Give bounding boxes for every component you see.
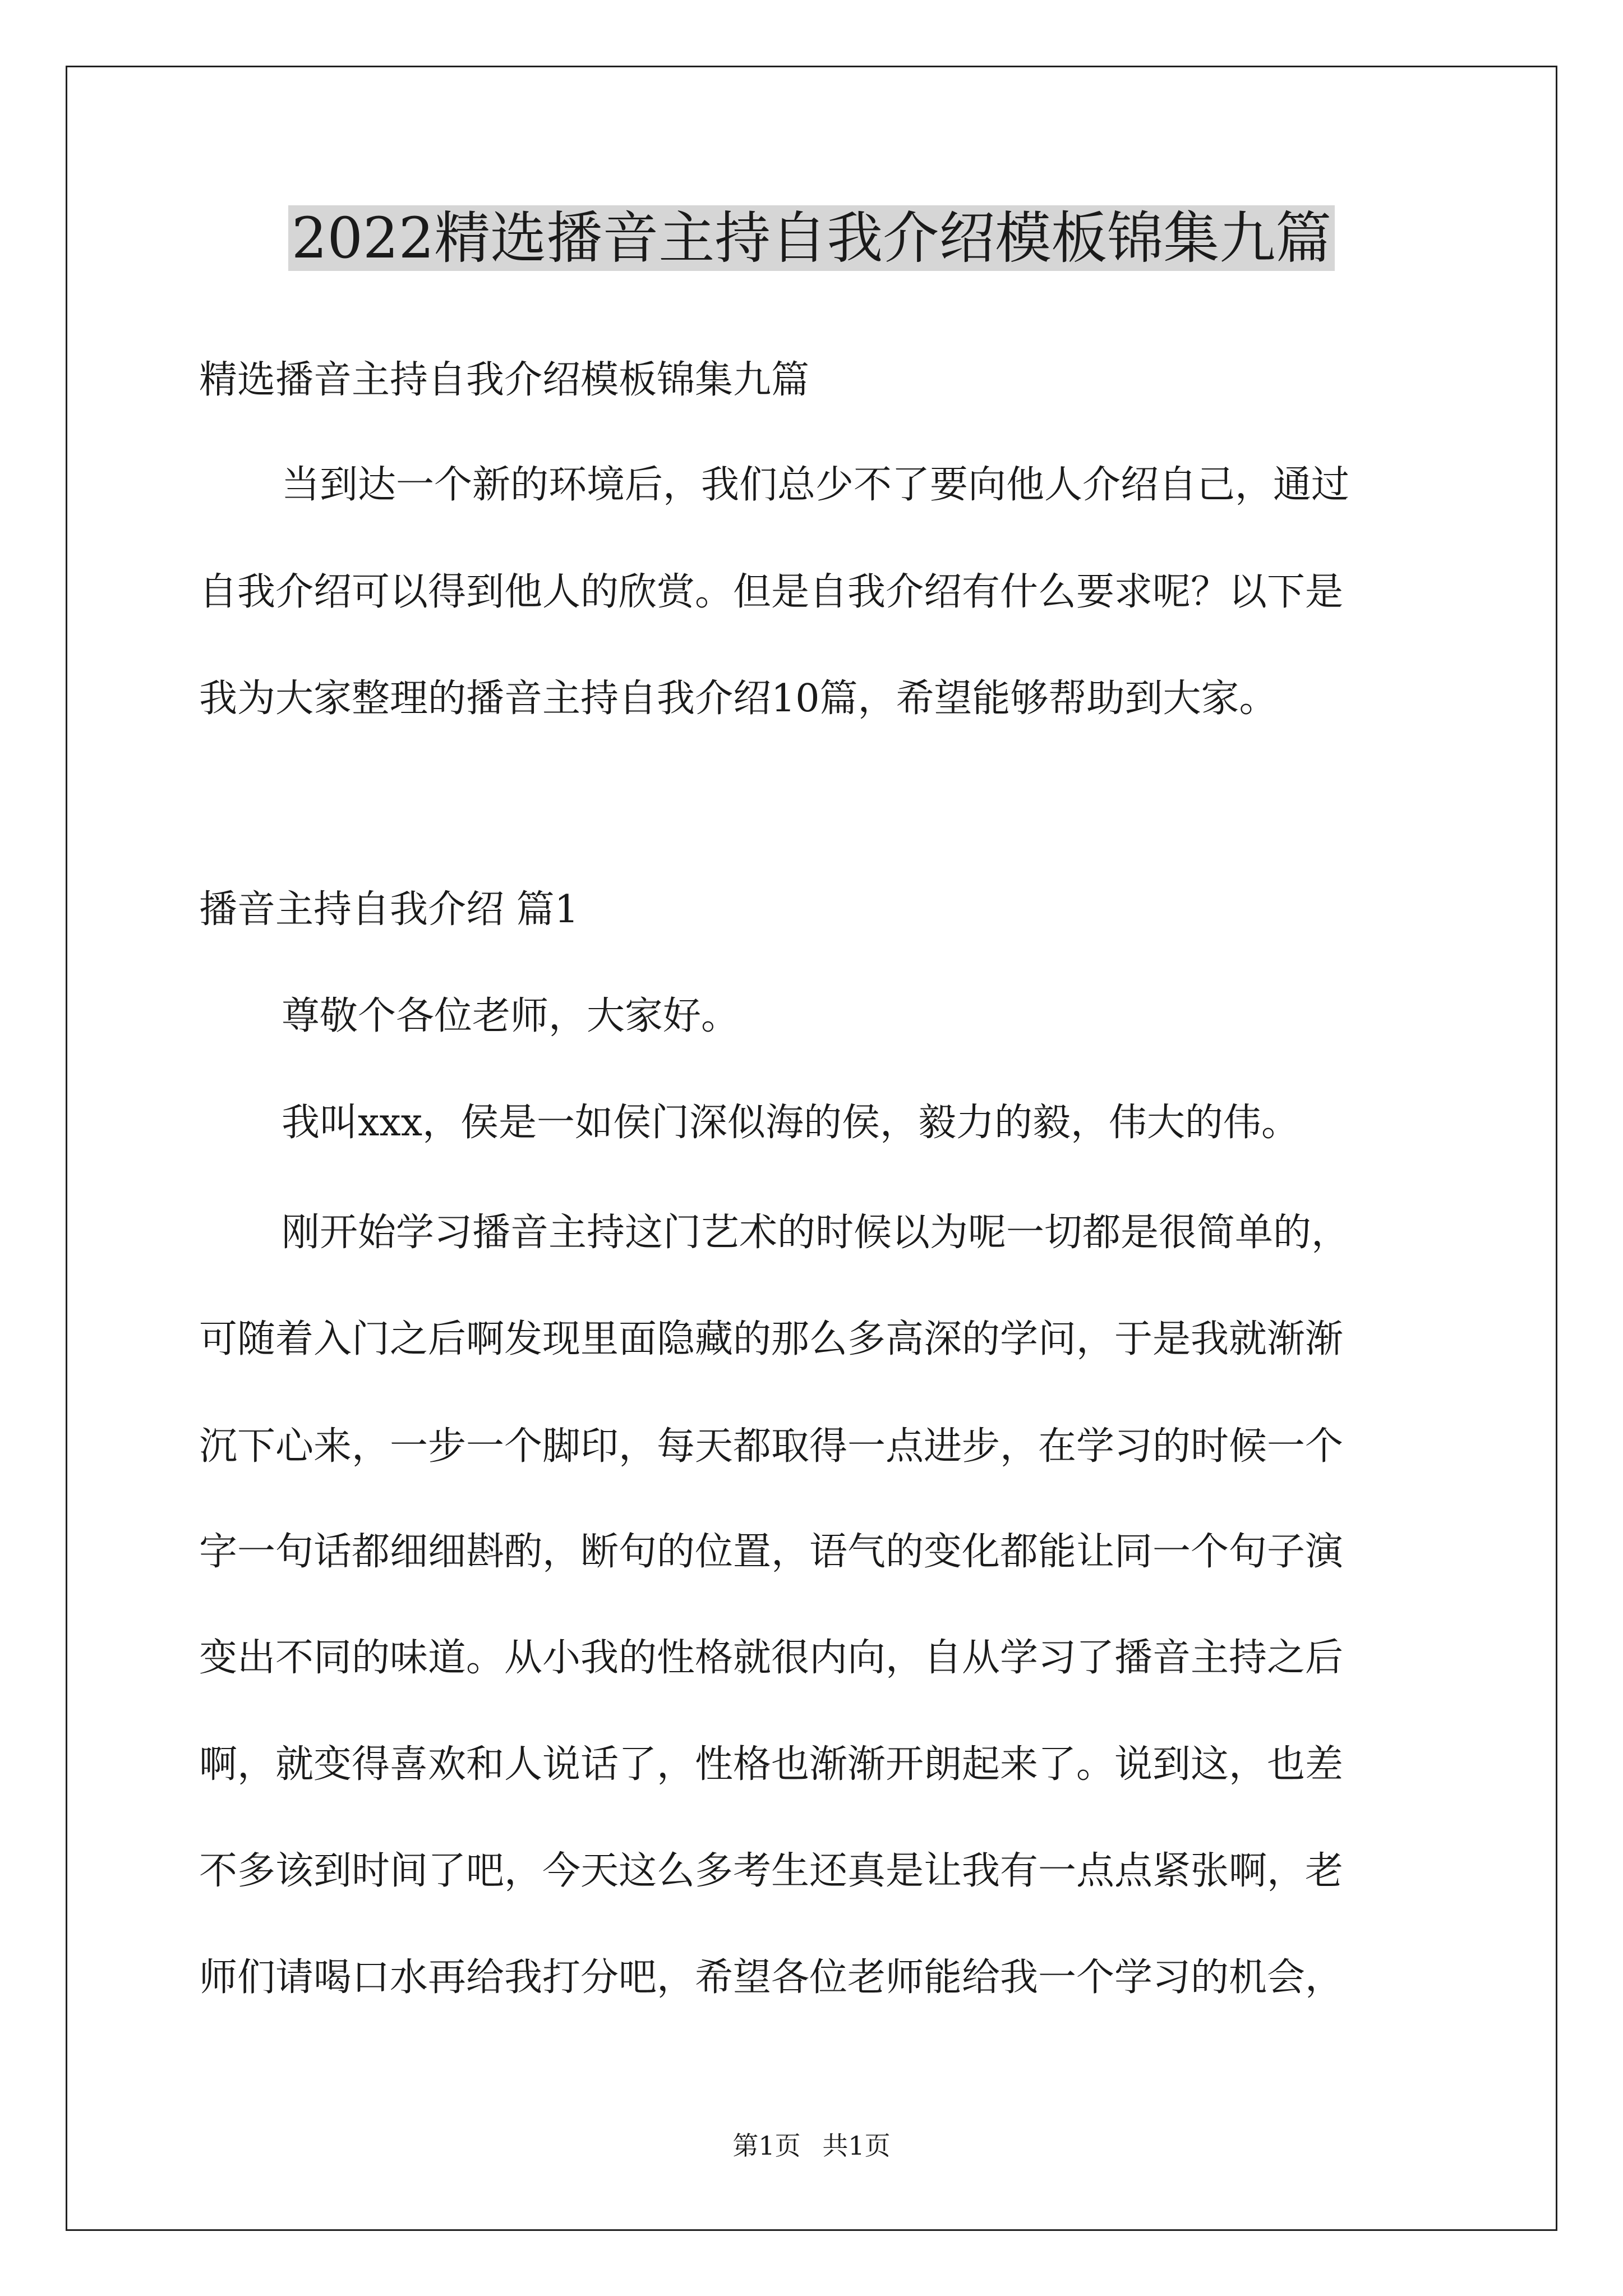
intro-line: 我为大家整理的播音主持自我介绍10篇，希望能够帮助到大家。 <box>199 677 1278 721</box>
name-line: 我叫xxx，侯是一如侯门深似海的侯，毅力的毅，伟大的伟。 <box>282 1101 1300 1145</box>
body-line: 刚开始学习播音主持这门艺术的时候以为呢一切都是很简单的， <box>282 1211 1350 1255</box>
body-line: 不多该到时间了吧，今天这么多考生还真是让我有一点点紧张啊，老 <box>199 1849 1344 1893</box>
section-heading: 播音主持自我介绍 篇1 <box>199 887 579 932</box>
intro-line: 自我介绍可以得到他人的欣赏。但是自我介绍有什么要求呢？以下是 <box>199 570 1344 614</box>
greeting-line: 尊敬个各位老师，大家好。 <box>282 994 740 1038</box>
document-subtitle: 精选播音主持自我介绍模板锦集九篇 <box>199 358 810 402</box>
document-title-text: 2022精选播音主持自我介绍模板锦集九篇 <box>288 205 1335 271</box>
body-line: 可随着入门之后啊发现里面隐藏的那么多高深的学问，于是我就渐渐 <box>199 1317 1344 1361</box>
body-line: 啊，就变得喜欢和人说话了，性格也渐渐开朗起来了。说到这，也差 <box>199 1742 1344 1787</box>
page-total: 共1页 <box>822 2131 891 2161</box>
body-line: 师们请喝口水再给我打分吧，希望各位老师能给我一个学习的机会， <box>199 1955 1344 2000</box>
document-title <box>0 199 1623 278</box>
body-line: 沉下心来，一步一个脚印，每天都取得一点进步，在学习的时候一个 <box>199 1424 1344 1469</box>
intro-line: 当到达一个新的环境后，我们总少不了要向他人介绍自己，通过 <box>282 463 1350 507</box>
page-footer <box>0 2129 1623 2162</box>
body-line: 字一句话都细细斟酌，断句的位置，语气的变化都能让同一个句子演 <box>199 1530 1344 1574</box>
body-line: 变出不同的味道。从小我的性格就很内向，自从学习了播音主持之后 <box>199 1636 1344 1680</box>
page-number: 第1页 <box>732 2131 801 2161</box>
